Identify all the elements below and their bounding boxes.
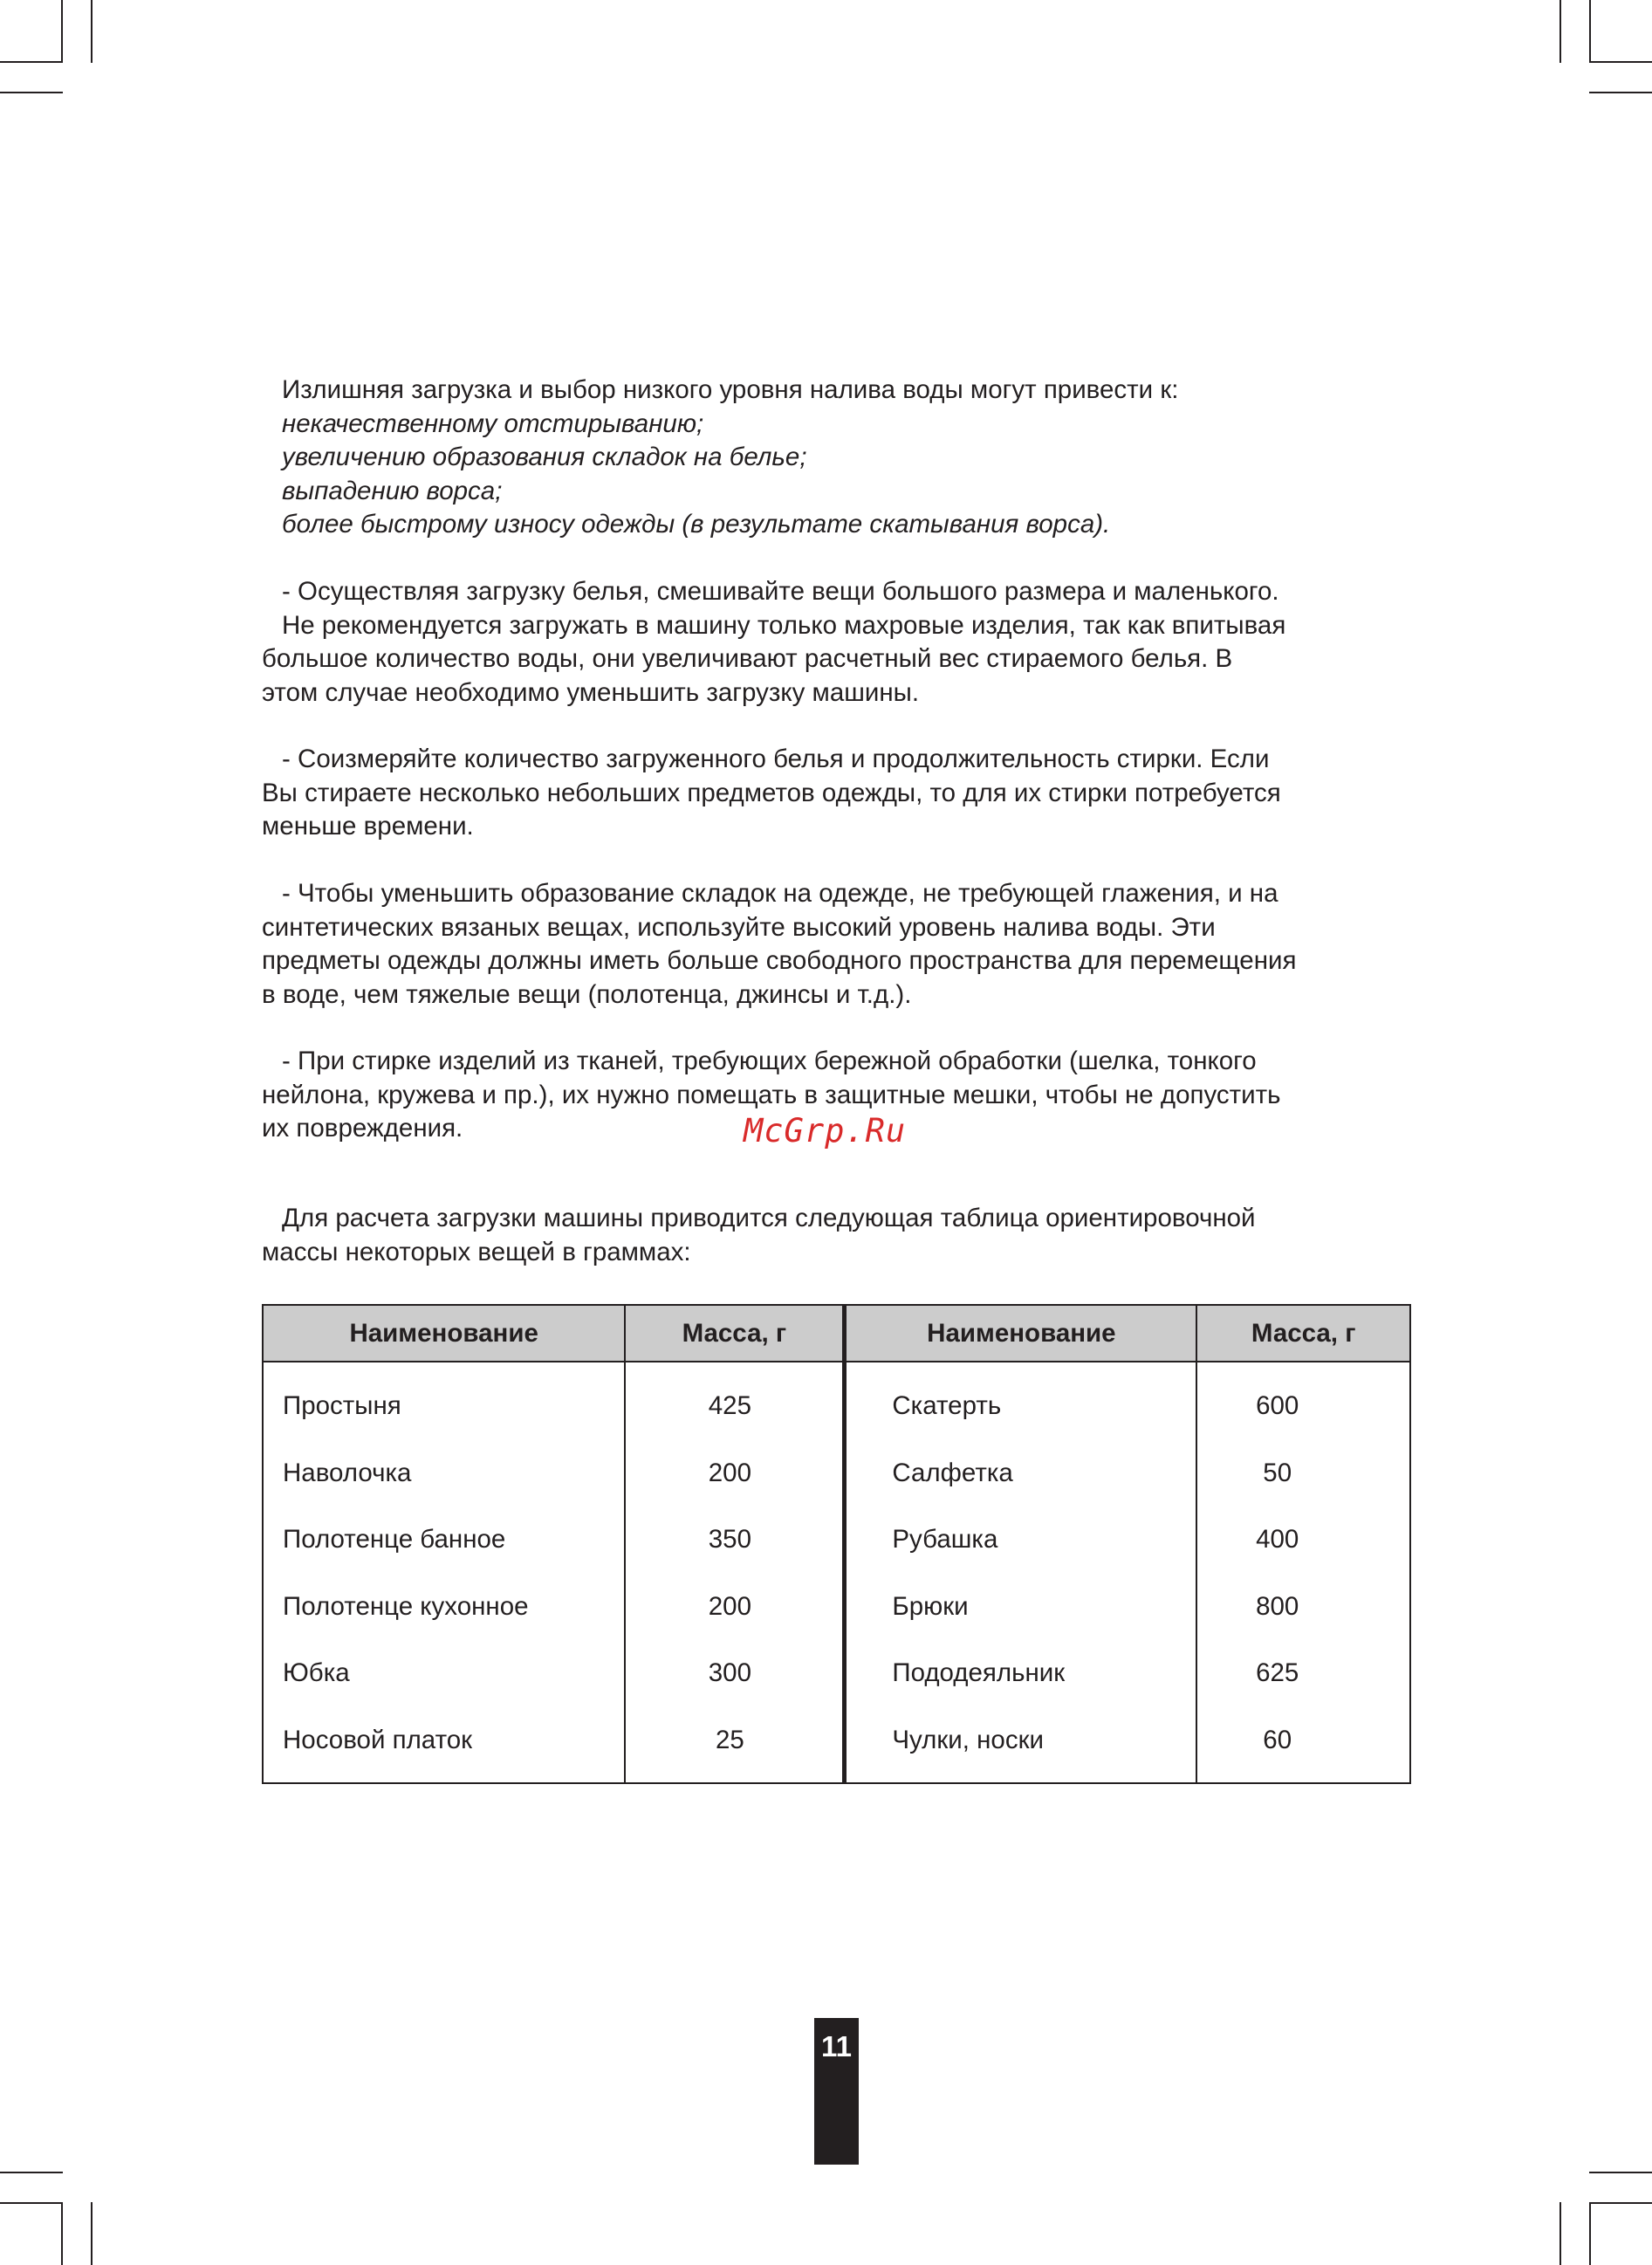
- paragraph-line: этом случае необходимо уменьшить загрузку машины.: [262, 677, 920, 707]
- table-cell: 25: [625, 1707, 845, 1784]
- crop-mark: [91, 0, 93, 63]
- table-cell: 200: [625, 1440, 845, 1507]
- intro-item: некачественному отстирыванию;: [282, 408, 704, 438]
- watermark: McGrp.Ru: [744, 1112, 907, 1150]
- table-row: [263, 1507, 1410, 1574]
- table-cell: 800: [1196, 1574, 1410, 1641]
- paragraph-line: - Осуществляя загрузку белья, смешивайте вещи большого размера и маленького.: [282, 577, 1279, 606]
- table-cell: Наволочка: [263, 1440, 625, 1507]
- crop-mark: [61, 2202, 63, 2265]
- table-cell: 200: [625, 1574, 845, 1641]
- table-cell: Простыня: [263, 1362, 625, 1440]
- header-name-left: Наименование: [263, 1305, 625, 1362]
- paragraph-line: Вы стираете несколько небольших предметов одежды, то для их стирки потребуется: [262, 778, 1281, 807]
- intro-block: [262, 374, 1422, 542]
- table-cell: 60: [1196, 1707, 1410, 1784]
- paragraph-mixing: [262, 575, 1422, 710]
- crop-mark: [1589, 2202, 1591, 2265]
- paragraph-line: их повреждения.: [262, 1114, 463, 1143]
- crop-mark: [1589, 0, 1591, 63]
- paragraph-line: большое количество воды, они увеличивают расчетный вес стираемого белья. В: [262, 644, 1233, 673]
- crop-mark: [0, 2202, 63, 2204]
- paragraph-line: - Соизмеряйте количество загруженного белья и продолжительность стирки. Если: [282, 745, 1270, 773]
- table-row: [263, 1440, 1410, 1507]
- table-intro: [262, 1202, 1422, 1269]
- table-row: [263, 1362, 1410, 1440]
- paragraph-line: Для расчета загрузки машины приводится следующая таблица ориентировочной: [282, 1204, 1256, 1232]
- crop-mark: [0, 92, 63, 93]
- paragraph-line: в воде, чем тяжелые вещи (полотенца, джинсы и т.д.).: [262, 979, 912, 1009]
- page-number: 11: [814, 2018, 859, 2165]
- paragraph-line: меньше времени.: [262, 812, 474, 841]
- intro-item: более быстрому износу одежды (в результате скатывания ворса).: [282, 510, 1111, 539]
- paragraph-line: синтетических вязаных вещах, используйте высокий уровень налива воды. Эти: [262, 912, 1216, 942]
- header-name-right: Наименование: [845, 1305, 1197, 1362]
- table-cell: Чулки, носки: [845, 1707, 1197, 1784]
- paragraph-line: нейлона, кружева и пр.), их нужно помещать в защитные мешки, чтобы не допустить: [262, 1080, 1281, 1109]
- table-cell: Пододеяльник: [845, 1640, 1197, 1707]
- paragraph-duration: [262, 743, 1422, 844]
- table-row: [263, 1707, 1410, 1784]
- table-cell: Рубашка: [845, 1507, 1197, 1574]
- table-cell: Салфетка: [845, 1440, 1197, 1507]
- table-cell: 425: [625, 1362, 845, 1440]
- crop-mark: [1559, 2202, 1561, 2265]
- table-cell: 400: [1196, 1507, 1410, 1574]
- table-cell: Полотенце банное: [263, 1507, 625, 1574]
- paragraph-wrinkles: [262, 877, 1422, 1012]
- crop-mark: [61, 0, 63, 63]
- crop-mark: [91, 2202, 93, 2265]
- crop-mark: [1559, 0, 1561, 63]
- table-row: [263, 1640, 1410, 1707]
- crop-mark: [0, 61, 63, 63]
- intro-item: увеличению образования складок на белье;: [282, 443, 807, 471]
- table-cell: 300: [625, 1640, 845, 1707]
- table-cell: 50: [1196, 1440, 1410, 1507]
- paragraph-line: массы некоторых вещей в граммах:: [262, 1237, 691, 1266]
- table-cell: Полотенце кухонное: [263, 1574, 625, 1641]
- crop-mark: [1589, 2172, 1652, 2173]
- crop-mark: [1589, 2202, 1652, 2204]
- table-cell: 350: [625, 1507, 845, 1574]
- mass-table: [262, 1304, 1411, 1784]
- crop-mark: [1589, 92, 1652, 93]
- crop-mark: [1589, 61, 1652, 63]
- table-cell: Носовой платок: [263, 1707, 625, 1784]
- paragraph-line: Не рекомендуется загружать в машину только махровые изделия, так как впитывая: [282, 610, 1286, 640]
- table-cell: Брюки: [845, 1574, 1197, 1641]
- paragraph-line: - При стирке изделий из тканей, требующих бережной обработки (шелка, тонкого: [282, 1047, 1257, 1075]
- table-cell: Скатерть: [845, 1362, 1197, 1440]
- header-mass-right: Масса, г: [1196, 1305, 1410, 1362]
- table-cell: 625: [1196, 1640, 1410, 1707]
- crop-mark: [0, 2172, 63, 2173]
- table-header-row: [263, 1305, 1410, 1362]
- intro-item: выпадению ворса;: [282, 476, 503, 505]
- table-cell: 600: [1196, 1362, 1410, 1440]
- paragraph-line: - Чтобы уменьшить образование складок на одежде, не требующей глажения, и на: [282, 879, 1278, 908]
- header-mass-left: Масса, г: [625, 1305, 845, 1362]
- table-cell: Юбка: [263, 1640, 625, 1707]
- intro-lead: Излишняя загрузка и выбор низкого уровня налива воды могут привести к:: [282, 375, 1179, 404]
- table-row: [263, 1574, 1410, 1641]
- paragraph-line: предметы одежды должны иметь больше свободного пространства для перемещения: [262, 946, 1297, 975]
